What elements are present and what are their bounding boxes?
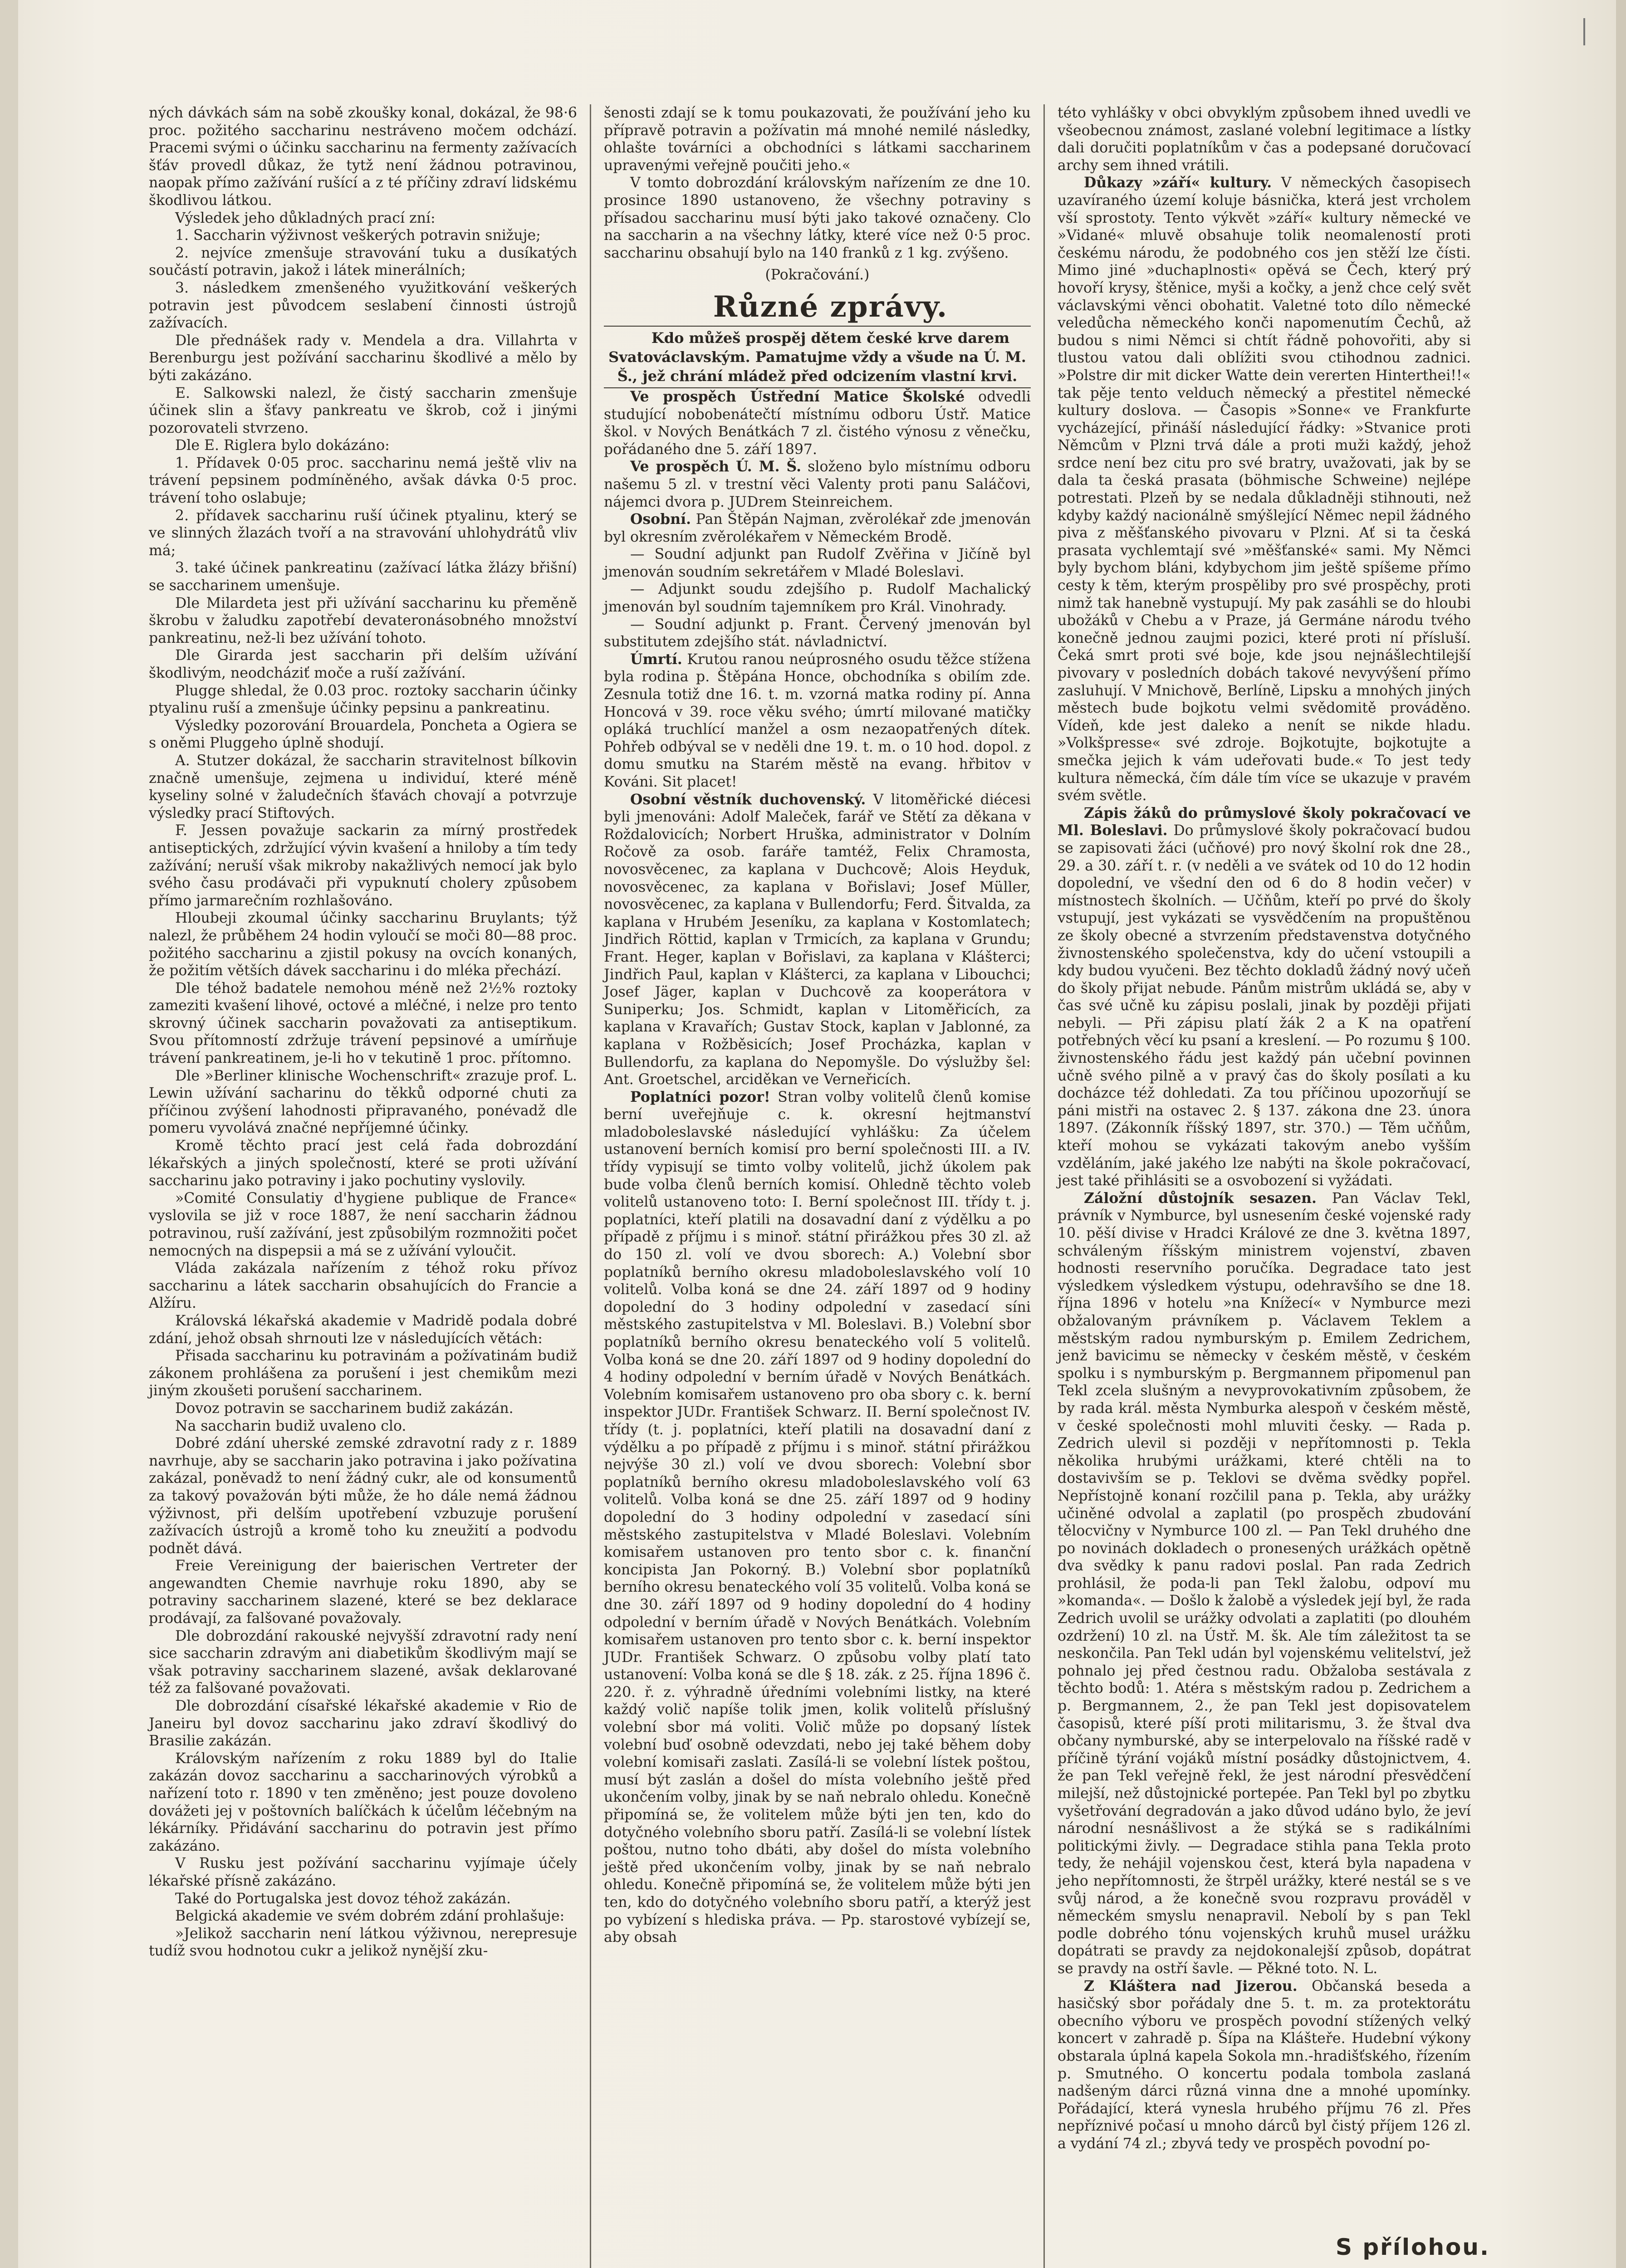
col1-paragraph: Dovoz potravin se saccharinem budiž zakázán. (175, 1400, 514, 1417)
col2-paragraph (604, 458, 1031, 511)
paragraph-text: Krutou ranou neúprosného osudu těžce stížena byla rodina p. Štěpána Honce, obchodníka s obilím zde. Zesnula totiž dne 16. t. m. vzorná matka rodiny pí. Anna Honcová v 39. roce věku svého; úmrtí milované matičky opláká truchlící manžel a osm nezaopatřených dítek. Pohřeb odbýval se v neděli dne 19. t. m. o 10 hod. dopol. z domu smutku na Starém městě na evang. hřbitov v Kováni. Sit placet! (604, 651, 1031, 790)
col1-paragraph: Dle Girarda jest saccharin při delším užívání škodlivým, neodcháziť moče a ruší zažívání. (149, 647, 577, 681)
col1-paragraph: Na saccharin budiž uvaleno clo. (175, 1418, 406, 1434)
appeal-box: Kdo můžeš prospěj dětem české krve darem Svatováclavským. Pamatujme vždy a všude na Ú. M. Š., jež chrání mládež před odcizením vlastní krvi. (604, 326, 1031, 388)
col2-paragraph (604, 511, 1031, 546)
paragraph-text: Pan Štěpán Najman, zvěrolékař zde jmenován byl okresním zvěrolékařem v Německém Brodě. (604, 511, 1031, 545)
paragraph-lead: Úmrtí. (630, 650, 682, 668)
paragraph-lead: Ve prospěch Ú. M. Š. (630, 458, 802, 475)
section-heading: Různé zprávy. (713, 289, 948, 324)
supplement-note: S přílohou. (1335, 2234, 1490, 2260)
col1-paragraph: »Jelikož saccharin není látkou výživnou, nerepresuje tudíž svou hodnotou cukr a jelikož nynější zku- (149, 1925, 577, 1960)
col3-paragraph: této vyhlášky v obci obvyklým způsobem ihned uvedli ve všeobecnou známost, zaslané volební legitimace a lístky dali doručiti poplatníkům v čas a podepsané doručovací archy sem ihned vrátili. (1058, 105, 1471, 174)
col1-paragraph: 3. také účinek pankreatinu (zažívací látka žlázy břišní) se saccharinem umenšuje. (149, 560, 577, 594)
paragraph-text: V německých časopisech uzavíraného území koluje básnička, která jest vrcholem vší sprostoty. Tento výkvět »září« kultury německé ve »Vidané« mluvě obsahuje tolik neomaleností proti českému národu, že podobného cos jen stěží lze čísti. Mimo jiné »duchaplnosti« opěvá se Čech, který prý hovoří krysy, štěnice, myši a kočky, a jenž chce celý svět václavskými věnci obohatit. Valetné toto dílo německé veledůcha německého konči napomenutím Čechů, až budou s nimi Němci si chtít řádně pohovořiti, aby si tlustou vatou dali oblížiti svou ctihodnou zadnici. »Polstre dir mit dicker Watte dein vererten Hinterthei!!« tak pěje tento velduch německý a přestitel německé kultury doslova. — Časopis »Sonne« ve Frankfurte vycházející, přináší následující řádky: »Stvanice proti Němcům v Plzni trvá dále a proti muži každý, jehož srdce není bez citu pro své bratry, uvažovati, jak by se dala ta česká prasata (böhmische Schweine) nejlépe potrestati. Plzeň by se nedala důkladněji stihnouti, než kdyby každý nacionálně smýšlející Němec nepil žádného piva z měšťanského pivovaru v Plzni. Ať si ta česká prasata vychlemtají své »měšťanské« sami. My Němci byly bychom bláni, kdybychom jim ještě spíšeme přímo cesty k těm, kterým prospěliby pro své prospěchy, proti nimž tak hanebně vystupují. My pak zasáhli se do hloubi ubožáků v Chebu a v Praze, já Germáne národu tvého konečně jednou zaujmi pozici, které proti ní přísluší. Čeká smrt proti své boje, kde jsou nejnášlechtilejší pivovary v posledních dobách takové nevyvýšení přímo zasluhují. V Mnichově, Berlíně, Lipsku a mnohých jiných městech bude bojkotu velmi svědomitě prováděno. Vídeň, kde jest daleko a nenít se nikde hladu. »Volkšpresse« své zdroje. Bojkotujte, bojkotujte a smečka jejich k vám udeřovati bude.« To jest tedy kultura německá, čím dále tím více se ukazuje v pravém svém světle. (1058, 175, 1471, 804)
col1-paragraph: Hloubeji zkoumal účinky saccharinu Bruylants; týž nalezl, že průběhem 24 hodin vyloučí se moči 80—88 proc. požitého saccharinu a zjistil pokusy na ovcích konaných, že požitím větších dávek saccharinu i do mléka přechází. (149, 910, 577, 979)
column-1 (136, 104, 590, 2268)
col1-paragraph: 2. přídavek saccharinu ruší účinek ptyalinu, který se ve slinných žlazách tvoří a na stravování uhlohydrátů vliv má; (149, 507, 577, 559)
continuation-note: (Pokračování.) (765, 267, 870, 284)
page-right-edge (1616, 0, 1626, 2268)
col1-paragraph: Také do Portugalska jest dovoz téhož zakázán. (175, 1890, 511, 1907)
column-2 (590, 104, 1043, 2268)
col1-paragraph: Přisada saccharinu ku potravinám a požívatinám budiž zákonem prohlášena za porušení i jest chemikům mezi jiným zkoušeti porušení saccharinem. (149, 1348, 577, 1399)
paragraph-lead: Zápis žáků do průmyslové školy pokračovací ve Ml. Boleslavi. (1058, 804, 1471, 839)
col1-paragraph: Dle E. Riglera bylo dokázáno: (175, 437, 390, 454)
col2-paragraph: — Adjunkt soudu zdejšího p. Rudolf Machalický jmenován byl soudním tajemníkem pro Král. Vinohrady. (604, 581, 1031, 616)
col1-paragraph: »Comité Consulatiy d'hygiene publique de France« vyslovila se již v roce 1887, že není saccharin žádnou potravinou, ruší zažívání, jest způsobilým rozmnožiti počet nemocných na dispepsii a má se z užívání vyloučit. (149, 1190, 577, 1259)
col1-paragraph: Královská lékařská akademie v Madridě podala dobré zdání, jehož obsah shrnouti lze v následujících větách: (149, 1312, 577, 1347)
paragraph-lead: Poplatníci pozor! (630, 1088, 770, 1105)
col1-paragraph: Vláda zakázala nařízením z téhož roku přívoz saccharinu a látek saccharin obsahujících do Francie a Alžíru. (149, 1260, 577, 1312)
col1-paragraph: Dle přednášek rady v. Mendela a dra. Villahrta v Berenburgu jest požívání saccharinu škodlivé a mělo by býti zakázáno. (149, 332, 577, 384)
col1-paragraph: Výsledky pozorování Brouardela, Poncheta a Ogiera se s oněmi Pluggeho úplně shodují. (149, 717, 577, 752)
paragraph-text: složeno bylo místnímu odboru našemu 5 zl. v trestní věci Valenty proti panu Saláčovi, nájemci dvora p. JUDrem Steinreichem. (604, 459, 1031, 510)
col2-paragraph (604, 651, 1031, 791)
col1-paragraph: 3. následkem zmenšeného využitkování veškerých potravin jest původcem seslabení činnosti ústrojů zažívacích. (149, 279, 577, 332)
paragraph-lead: Osobní věstník duchovenský. (630, 791, 866, 808)
col1-paragraph: Dle téhož badatele nemohou méně než 2½% roztoky zameziti kvašení lihové, octové a mléčné, i nelze pro tento skrovný účinek saccharin považovati za antiseptikum. Svou přítomností zdržuje trávení pepsinové a umírňuje trávení pankreatinem, je-li ho v tekutině 1 proc. přítomno. (149, 980, 577, 1067)
col1-paragraph: Dle Milardeta jest při užívání saccharinu ku přeměně škrobu v žaludku zapotřebí devateronásobného množství pankreatinu, než-li bez užívání tohoto. (149, 595, 577, 646)
col2-paragraph (604, 388, 1031, 458)
col2-paragraph: šenosti zdají se k tomu poukazovati, že používání jeho ku přípravě potravin a požívatin má mnohé nemilé následky, ohlašte továrníci a obchodníci s látkami saccharinem upravenými veřejně poučiti jeho.« (604, 105, 1031, 174)
paragraph-text: Stran volby volitelů členů komise berní uveřejňuje c. k. okresní hejtmanství mladoboleslavské následující vyhlášku: Za účelem ustanovení berních komisí pro berní společnosti III. a IV. třídy vypisují se timto volby volitelů, jichž úkolem pak bude volba členů berních komisí. Ohledně těchto voleb volitelů ustanoveno toto: I. Berní společnost III. třídy t. j. poplatníci, kteří platili na dosavadní daní z výdělku a po případě z příjmu i s minoř. státní přirážkou přes 30 zl. až do 150 zl. volí ve dvou sborech: A.) Volební sbor poplatníků berního okresu mladoboleslavského volí 10 volitelů. Volba koná se dne 24. září 1897 od 9 hodiny dopolední do 3 hodiny odpolední v zasedací síni městského zastupitelstva v Ml. Boleslavi. B.) Volební sbor poplatníků berního okresu benateckého volí 5 volitelů. Volba koná se dne 20. září 1897 od 9 hodiny dopolední do 4 hodiny odpolední v berním úřadě v Nových Benátkách. Volebním komisařem ustanoveno pro oba sbory c. k. berní inspektor JUDr. František Schwarz. II. Berní společnost IV. třídy (t. j. poplatníci, kteří platili na dosavadní daní z výdělku a po případě z příjmu i s minoř. státní přirážkou nejvýše 30 zl.) volí ve dvou sborech: Volební sbor poplatníků berního okresu mladoboleslavského volí 63 volitelů. Volba koná se dne 25. září 1897 od 9 hodiny dopolední do 3 hodiny odpolední v zasedací síni městského zastupitelstva v Mladé Boleslavi. Volebním komisařem ustanoven pro tento sbor c. k. finanční koncipista Jan Pokorný. B.) Volební sbor poplatníků berního okresu benateckého volí 35 volitelů. Volba koná se dne 30. září 1897 od 9 hodiny dopolední do 4 hodiny odpolední v berním úřadě v Nových Benátkách. Volebním komisařem ustanoven pro tento sbor c. k. berní inspektor JUDr. František Schwarz. O způsobu volby platí tato ustanovení: Volba koná se dle § 18. zák. z 25. října 1896 č. 220. ř. z. výhradně úředními volebními listky, na které každý volič napíše tolik jmen, kolik volitelů příslušný volební sbor má voliti. Volič může po dopsaný lístek volební buď osobně odevzdati, nebo jej také během doby volební komisaři zaslati. Zasílá-li se volební lístek poštou, musí být zaslán a došel do místa volebního ještě před ukončením volby, jinak by se naň nebralo ohledu. Konečně připomíná se, že volitelem může býti jen ten, kdo do dotyčného volebního sboru patří. Zasílá-li se volební lístek poštou, nutno toho dbáti, aby došel do místa volebního ještě před ukončením volby, jinak by se naň nebralo ohledu. Konečně připomíná se, že volitelem může býti jen ten, kdo do dotyčného volebního sboru patří, a kterýž jest po vybízení s hlediska práva. — Pp. starostové vybízejí se, aby obsah (604, 1089, 1031, 1946)
col1-paragraph: Freie Vereinigung der baierischen Vertreter der angewandten Chemie navrhuje roku 1890, aby se potraviny saccharinem slazené, které se bez deklarace prodávají, za falšované považovaly. (149, 1558, 577, 1627)
col2-paragraph (604, 1089, 1031, 1946)
col2-paragraph: — Soudní adjunkt pan Rudolf Zvěřina v Jičíně byl jmenován soudním sekretářem v Mladé Boleslavi. (604, 546, 1031, 580)
col1-paragraph: Dle »Berliner klinische Wochenschrift« zrazuje prof. L. Lewin užívání sacharinu do těkků odporné chuti za příčinou zvýšení lahodnosti připravaného, ponévadž dle pomeru vyvolává značné nepříjemné účinky. (149, 1067, 577, 1137)
col1-paragraph: Belgická akademie ve svém dobrém zdání prohlašuje: (175, 1908, 565, 1925)
paragraph-text: Do průmyslové školy pokračovací budou se zapisovati žáci (učňové) pro nový školní rok dne 28., 29. a 30. září t. r. (v neděli a ve svátek od 10 do 12 hodin dopolední, ve všední den od 6 do 8 hodin večer) v místnostech školních. — Učňům, kteří po prvé do školy vstupují, jest vykázati se vysvědčením na propuštěnou ze školy obecné a stvrzením představenstva dotyčného živnostenského společenstva, kdy do učení vstoupili a kdy budou vyučeni. Bez těchto dokladů žádný nový učeň do školy přijat nebude. Pánům mistrům ukládá se, aby v čas své učně ku zápisu poslali, jinak by později přijati nebyli. — Při zápisu platí žák 2 a K na opatření potřebných věcí ku psaní a kreslení. — Po rozumu § 100. živnostenského řádu jest každý pán učební povinnen učně svého pilně a v pravý čas do školy posílati a ku docházce též dohledati. Za tou příčinou upozorňují se páni mistři na ostavec 2. § 137. zákona dne 23. února 1897. (Zákonník říšský 1897, str. 370.) — Těm učňům, kteří mohou se vykázati takovým anebo vyšším vzděláním, jaké jakého lze nabýti na škole pokračovací, jest také přihlásiti se a osvobození si vyžádati. (1058, 822, 1471, 1189)
paragraph-text: V litoměřické diécesi byli jmenováni: Adolf Maleček, farář ve Stětí za děkana v Roždalovicích; Norbert Hruška, administrator v Dolním Ročově za osob. faráře tamtéž, Felix Chramosta, novosvěcenec, za kaplana v Duchcově; Alois Heyduk, novosvěcenec, za kaplana v Bořislavi; Josef Müller, novosvěcenec, za kaplana v Bullendorfu; Ferd. Šitvalda, za kaplana v Hrubém Jeseníku, za kaplana v Kostomlatech; Jindřich Röttid, kaplan v Trmicích, za kaplana v Grundu; Frant. Heger, kaplan v Bořislavi, za kaplana v Klášterci; Jindřich Paul, kaplan v Klášterci, za kaplana v Libouchci; Josef Jäger, kaplan v Duchcově za kooperátora v Suniperku; Jos. Schmidt, kaplan v Litoměřicích, za kaplana v Kravařích; Gustav Stock, kaplan v Jablonné, za kaplana v Rožběsicích; Josef Procházka, kaplan v Bullendorfu, za kaplana do Nepomyšle. Do výslužby šel: Ant. Groetschel, arciděkan ve Verneřicích. (604, 791, 1031, 1088)
col2-paragraph (604, 791, 1031, 1089)
paragraph-text: Pan Václav Tekl, právník v Nymburce, byl usnesením české vojenské rady 10. pěší divise v Hradci Králové ze dne 3. května 1897, schváleným říšským ministrem vojenství, zbaven hodnosti reservního poručíka. Degradace tato jest výsledkem výsledkem výstupu, odehravšího se dne 18. října 1896 v hotelu »na Knížecí« v Nymburce mezi obžalovaným právníkem p. Václavem Teklem a městským radou nymburským p. Emilem Zedrichem, jenž bavicimu se německy v českém městě, v českém spolku i s nymburským p. Bergmannem připomenul pan Tekl zcela slušným a nevyprovokativním způsobem, že by rada král. města Nymburka alespoň v českém městě, v české společnosti mohl mluviti česky. — Rada p. Zedrich ulevil si později v nepřítomnosti p. Tekla několika hrubými urážkami, které chtěli na to dostavivším se p. Teklovi se dvěma svědky popřel. Nepřístojně konaní rozčilil pana p. Tekla, aby urážky učiněné odvolal a zaplatil (po prospěch zbudování tělocvičny v Nymburce 100 zl. — Pan Tekl druhého dne po novinách dokladech o pronesených urážkách opětně dva svědky k panu radovi poslal. Pan rada Zedrich prohlásil, že poda-li pan Tekl žalobu, odpoví mu »komanda«. — Došlo k žalobě a výsledek její byl, že rada Zedrich uvolil se urážky odvolati a zaplatiti (po dlouhém ozdržení) 10 zl. na Ústř. M. šk. Ale tím záležitost ta se neskončila. Pan Tekl udán byl vojenskému velitelství, jež pohnalo jej před čestnou radu. Obžaloba sestávala z těchto bodů: 1. Atéra s městským radou p. Zedrichem a p. Bergmannem, 2., že pan Tekl jest dopisovatelem časopisů, které píší proti militarismu, 3. že štval dva občany nymburské, aby se interpelovalo na říšské radě v příčině týrání vojáků místní posádky důstojnictvem, 4. že pan Tekl veřejně řekl, že jest národní přesvědčení milejší, než důstojnické portepée. Pan Tekl byl po zbytku vyšetřování degradován a jako důvod udáno bylo, že jeví národní nesnášlivost a že stýká se s radikálními politickými živly. — Degradace stihla pana Tekla proto tedy, že nehájil vojenskou čest, která byla napadena v jeho nepřítomnosti, že štrpěl urážky, které nestál se s ve svůj národ, a že konečně svou rozpravu prováděl v německém smyslu nenapravil. Nebolí by s pan Tekl podle dobrého tónu vojenských kruhů musel urážku dopátrati se pravdy za nejdokonalejší způsob, dopátrat se pravdy na ostří šavle. — Pěkné toto. N. L. (1058, 1190, 1471, 1977)
col1-paragraph: 2. nejvíce zmenšuje stravování tuku a dusíkatých součástí potravin, jakož i látek minerálních; (149, 244, 577, 279)
col1-paragraph: Dobré zdání uherské zemské zdravotní rady z r. 1889 navrhuje, aby se saccharin jako potravina i jako požívatina zakázal, poněvadž to není žádný cukr, ale od konsumentů za takový považován býti může, že ho dále nemá žádnou výživnost, při delším upotřebení vzbuzuje porušení zažívacích ústrojů a kromě toho ku zneužití a podvodu podnět dává. (149, 1435, 577, 1557)
paragraph-lead: Osobní. (630, 511, 691, 528)
col3-paragraph (1058, 1190, 1471, 1978)
col1-paragraph: 1. Přídavek 0·05 proc. saccharinu nemá ještě vliv na trávení pepsinem podmíněného, avšak dávka 0·5 proc. trávení toho oslabuje; (149, 455, 577, 507)
paragraph-text: odvedli studující nobobenátečtí místnímu odboru Ústř. Matice škol. v Nových Benátkách 7 zl. čistého výnosu z věnečku, pořádaného dne 5. září 1897. (604, 388, 1031, 458)
col1-paragraph: F. Jessen považuje sackarin za mírný prostředek antiseptických, zdržující vývin kvašení a hniloby a tím tedy zažívání; neruší však mikroby nakažlivých nemocí jak bylo svého času prodávači při vypuknutí cholery způsobem přímo jarmarečním rozhlašováno. (149, 822, 577, 909)
col1-paragraph: A. Stutzer dokázal, že saccharin stravitelnost bílkovin značně umenšuje, zejmena u individuí, které méně kyseliny solné v žaludečních šťavách chovají a potvrzuje výsledky prací Stiftových. (149, 752, 577, 821)
col1-paragraph: 1. Saccharin výživnost veškerých potravin snižuje; (175, 227, 541, 244)
column-3 (1043, 104, 1484, 2268)
paragraph-text: Občanská beseda a hasičský sbor pořádaly dne 5. t. m. za protektorátu obecního výboru ve prospěch povodní stížených velký koncert v zahradě p. Šípa na Klášteře. Hudební výkony obstarala úplná kapela Sokola mn.-hradišťského, řízením p. Smutného. O koncertu podala tombola zaslaná nadšeným dárci různá vinna dne a mnohé upomínky. Pořádající, která vynesla hrubého příjmu 76 zl. Přes nepříznivé počasí u mnoho dárců byl čistý příjem 126 zl. a vydání 74 zl.; zbyvá tedy ve prospěch povodní po- (1058, 1978, 1471, 2152)
col1-paragraph: Plugge shledal, že 0.03 proc. roztoky saccharin účinky ptyalinu ruší a zmenšuje účinky pepsinu a pankreatinu. (149, 682, 577, 717)
paragraph-lead: Důkazy »září« kultury. (1084, 174, 1272, 191)
col1-paragraph: Dle dobrozdání rakouské nejvyšší zdravotní rady není sice saccharin zdravým ani diabetikům škodlivým mají se však potraviny saccharinem slazené, avšak deklarované též za falšované považovati. (149, 1628, 577, 1697)
paragraph-lead: Z Kláštera nad Jizerou. (1084, 1977, 1298, 1994)
col3-paragraph (1058, 1978, 1471, 2153)
col1-paragraph: V Rusku jest požívání saccharinu vyjímaje účely lékařské přísně zakázáno. (149, 1855, 577, 1889)
col1-paragraph: Kromě těchto prací jest celá řada dobrozdání lékařských a jiných společností, které se proti užívání saccharinu jako potraviny i jako pochutiny vyslovily. (149, 1138, 577, 1189)
col3-paragraph (1058, 805, 1471, 1190)
scan-corner-mark (1583, 18, 1599, 45)
col1-paragraph: Výsledek jeho důkladných prací zní: (175, 210, 436, 226)
paragraph-lead: Záložní důstojník sesazen. (1084, 1189, 1317, 1207)
col1-paragraph: E. Salkowski nalezl, že čistý saccharin zmenšuje účinek slin a šťavy pankreatu ve škrob, což i jinými pozorovateli stvrzeno. (149, 385, 577, 436)
page-left-edge (0, 0, 18, 2268)
col2-paragraph: — Soudní adjunkt p. Frant. Červený jmenován byl substitutem zdejšího stát. návladnictví. (604, 616, 1031, 650)
paragraph-lead: Ve prospěch Ústřední Matice Školské (630, 388, 965, 405)
text-columns (136, 104, 1484, 2268)
col3-paragraph (1058, 174, 1471, 804)
col2-paragraph: V tomto dobrozdání královským nařízením ze dne 10. prosince 1890 ustanoveno, že všechny potraviny s přísadou saccharinu musí býti jako takové označeny. Clo na saccharin a na všechny látky, které více než 0·5 proc. saccharinu obsahují bylo na 140 franků z 1 kg. zvýšeno. (604, 175, 1031, 261)
col1-paragraph: ných dávkách sám na sobě zkoušky konal, dokázal, že 98·6 proc. požitého saccharinu nestráveno močem odchází. Pracemi svými o účinku saccharinu na fermenty zažívacích šťáv provedl důkaz, že tytž není žádnou potravinou, naopak přímo zažívání rušící a z té příčiny zdraví lidskému škodlivou látkou. (149, 105, 577, 209)
col1-paragraph: Královským nařízením z roku 1889 byl do Italie zakázán dovoz saccharinu a saccharinových výrobků a nařízení toto r. 1890 v ten změněno; jest pouze dovoleno dovážeti jej v poštovních balíčkách k účelům léčebným na lékárníky. Přidávání saccharinu do potravin jest přímo zakázáno. (149, 1750, 577, 1854)
col1-paragraph: Dle dobrozdání císařské lékařské akademie v Rio de Janeiru byl dovoz saccharinu jako zdraví škodlivý do Brasilie zakázán. (149, 1698, 577, 1750)
